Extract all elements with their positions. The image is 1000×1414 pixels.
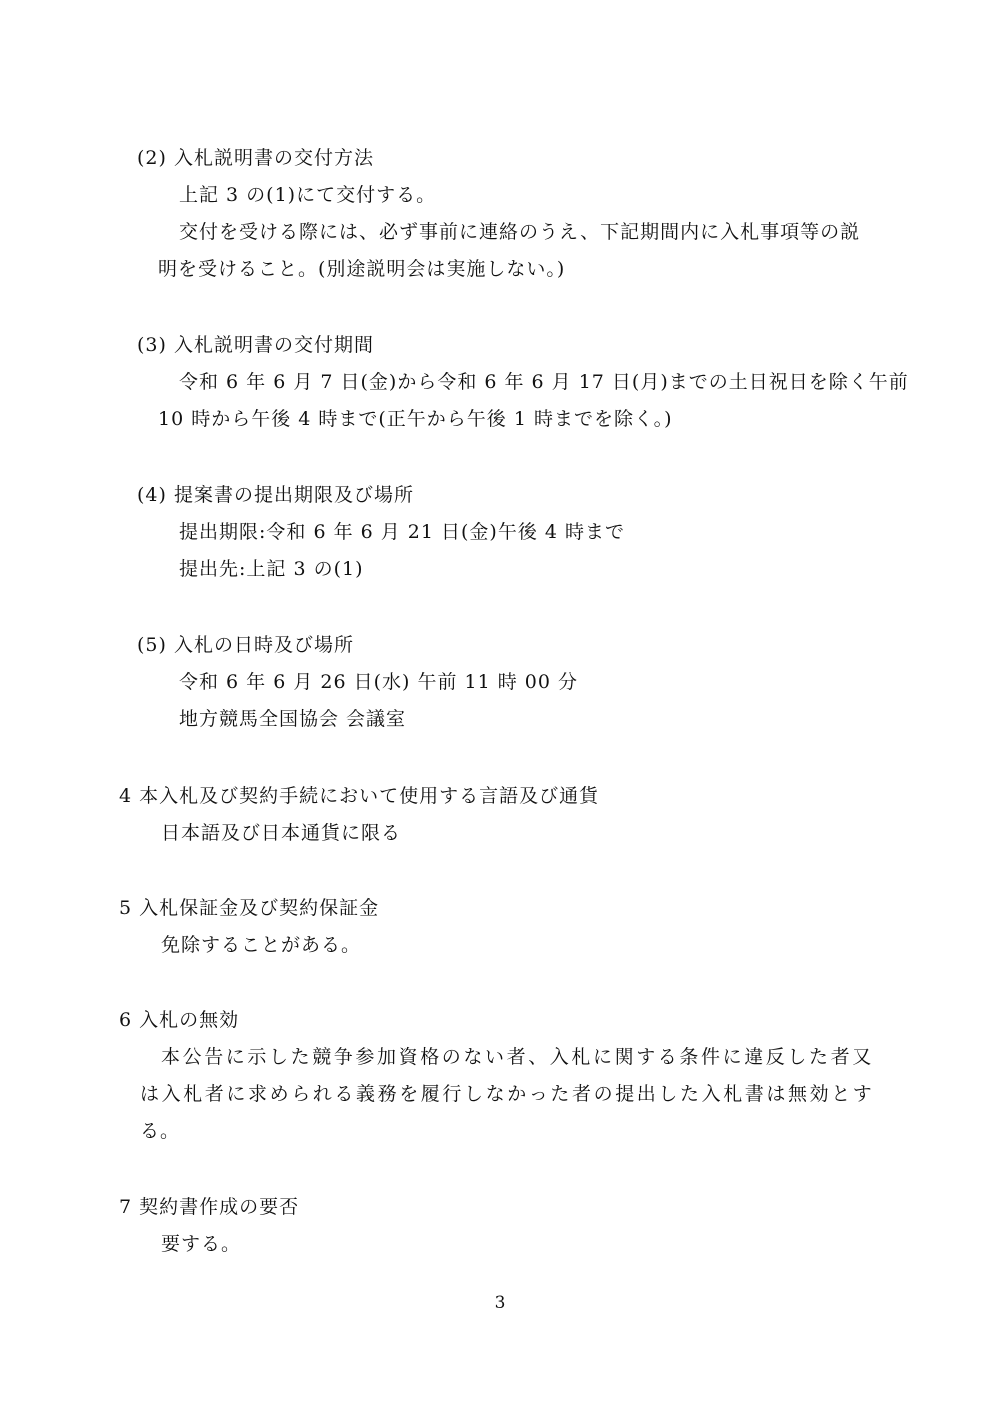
section-4-heading: (4) 提案書の提出期限及び場所 <box>137 484 414 506</box>
heading-6: 6 入札の無効 <box>119 1009 240 1031</box>
heading-6-line-1: 本公告に示した競争参加資格のない者、入札に関する条件に違反した者又 <box>161 1046 874 1068</box>
heading-4-line-1: 日本語及び日本通貨に限る <box>161 822 402 844</box>
page-number: 3 <box>494 1293 506 1313</box>
section-5-line-2: 地方競馬全国協会 会議室 <box>179 708 407 730</box>
section-2-line-1: 上記 3 の(1)にて交付する。 <box>179 184 437 206</box>
section-5-heading: (5) 入札の日時及び場所 <box>137 634 354 656</box>
section-2-line-2: 交付を受ける際には、必ず事前に連絡のうえ、下記期間内に入札事項等の説 <box>179 221 861 243</box>
heading-4: 4 本入札及び契約手続において使用する言語及び通貨 <box>119 785 600 807</box>
heading-7: 7 契約書作成の要否 <box>119 1196 300 1218</box>
heading-5: 5 入札保証金及び契約保証金 <box>119 897 380 919</box>
heading-5-line-1: 免除することがある。 <box>161 934 362 956</box>
heading-6-line-3: る。 <box>140 1120 181 1142</box>
section-5-line-1: 令和 6 年 6 月 26 日(水) 午前 11 時 00 分 <box>179 671 578 693</box>
section-3-heading: (3) 入札説明書の交付期間 <box>137 334 374 356</box>
section-2-line-3: 明を受けること。(別途説明会は実施しない。) <box>158 258 566 280</box>
section-2-heading: (2) 入札説明書の交付方法 <box>137 147 374 169</box>
section-3-line-2: 10 時から午後 4 時まで(正午から午後 1 時までを除く。) <box>158 408 673 430</box>
section-3-line-1: 令和 6 年 6 月 7 日(金)から令和 6 年 6 月 17 日(月)までの土日祝日を除く午前 <box>179 371 909 393</box>
heading-7-line-1: 要する。 <box>161 1233 242 1255</box>
heading-6-line-2: は入札者に求められる義務を履行しなかった者の提出した入札書は無効とす <box>140 1083 875 1105</box>
section-4-line-2: 提出先:上記 3 の(1) <box>179 558 364 580</box>
section-4-line-1: 提出期限:令和 6 年 6 月 21 日(金)午後 4 時まで <box>179 521 625 543</box>
